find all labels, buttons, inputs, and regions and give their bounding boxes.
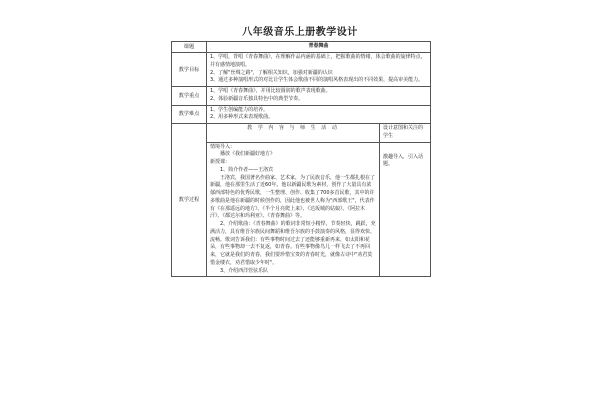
difficulty-item: 2、用多种形式来表现歌曲。 [210, 114, 274, 121]
difficulty-label: 教学难点 [172, 105, 207, 124]
difficulty-content [207, 105, 431, 124]
process-line: 情境导入： [210, 143, 236, 150]
topic-value: 青春舞曲 [207, 42, 431, 53]
goal-item: 1、学唱，背唱《青春舞曲》，在理解作品内涵的基础上，把握歌曲的情绪，体会歌曲的旋律特点，并有感情地演唱。 [210, 54, 426, 68]
difficulty-row [172, 105, 431, 124]
process-content [207, 142, 380, 277]
process-line: 3、介绍西洋管弦乐队 [220, 267, 269, 274]
focus-item: 2、体验新疆音乐独具特色中的典型节奏。 [210, 95, 304, 102]
document-title: 八年级音乐上册教学设计 [242, 27, 358, 38]
lesson-plan-table [171, 41, 431, 277]
process-header-side: 设计意图和关注的学生 [380, 124, 431, 143]
focus-content [207, 87, 431, 106]
topic-label: 课题 [172, 42, 207, 53]
goal-item: 3、通过多种演唱形式的对比让学生体会歌曲不同的演唱风格表现出的不同效果，提高审美能力。 [210, 77, 424, 84]
process-line: 1、简介作者——王洛宾 [220, 166, 274, 173]
process-label: 教学过程 [172, 124, 207, 277]
process-header-row [172, 124, 431, 143]
goals-row [172, 53, 431, 87]
focus-label: 教学重点 [172, 87, 207, 106]
topic-row [172, 42, 431, 53]
process-header-main: 教 学 内 容 与 师 生 活 动 [207, 124, 380, 143]
side-note-text: 激趣导入，引入话题。 [383, 153, 424, 168]
process-line: 播放《我们新疆好地方》 [220, 151, 276, 158]
goal-item: 2、了解"丝绸之路"，了解相关知识，加强对新疆的认识 [210, 69, 333, 76]
process-line: 新授课： [210, 159, 231, 166]
goals-label: 教学目标 [172, 53, 207, 87]
focus-item: 1、学唱《青春舞曲》，并用比较圆润的歌声表现歌曲。 [210, 88, 331, 95]
process-body-row [172, 142, 431, 277]
focus-row [172, 87, 431, 106]
difficulty-item: 1、学生创编能力的培养。 [210, 106, 269, 113]
process-side-note [380, 142, 431, 277]
process-line: 2、介绍歌曲：《青春舞曲》的歌词非常短小精悍，节奏轻快，跳跃，充满活力，具有维吾尔族民间舞蹈和维吾尔族的手鼓演奏的风格，显得欢快、流畅。歌词告诉我们：有些事物时间过去了还能够重新再来，如太阳和花朵，有些事物却一去不复返，如青春。有些事物像鸟儿一样飞去了不再回来，它就是我们的青春，我们要珍惜宝贵的青春时光，就像古诗中"劝君莫惜金缕衣，劝君惜取少年时"。 [210, 221, 376, 266]
goals-content [207, 53, 431, 87]
process-line: 王洛宾，我国著名作曲家、艺术家，为了民族音乐，他一生都扎根在了新疆，他在那里生活了近60年。他以新疆民歌为素材，创作了大量具有浓郁西部特色的优秀民歌，一生整理、创作、收集了700多首民歌，其中的许多歌曲是他在新疆的时候创作的，因此他也被世人称为"西部歌王"，代表作有《在那遥远的地方》、《半个月亮爬上来》、《达坂城的姑娘》、《阿拉木汗》、《都达尔和玛利亚》、《青春舞曲》等。 [210, 174, 376, 220]
